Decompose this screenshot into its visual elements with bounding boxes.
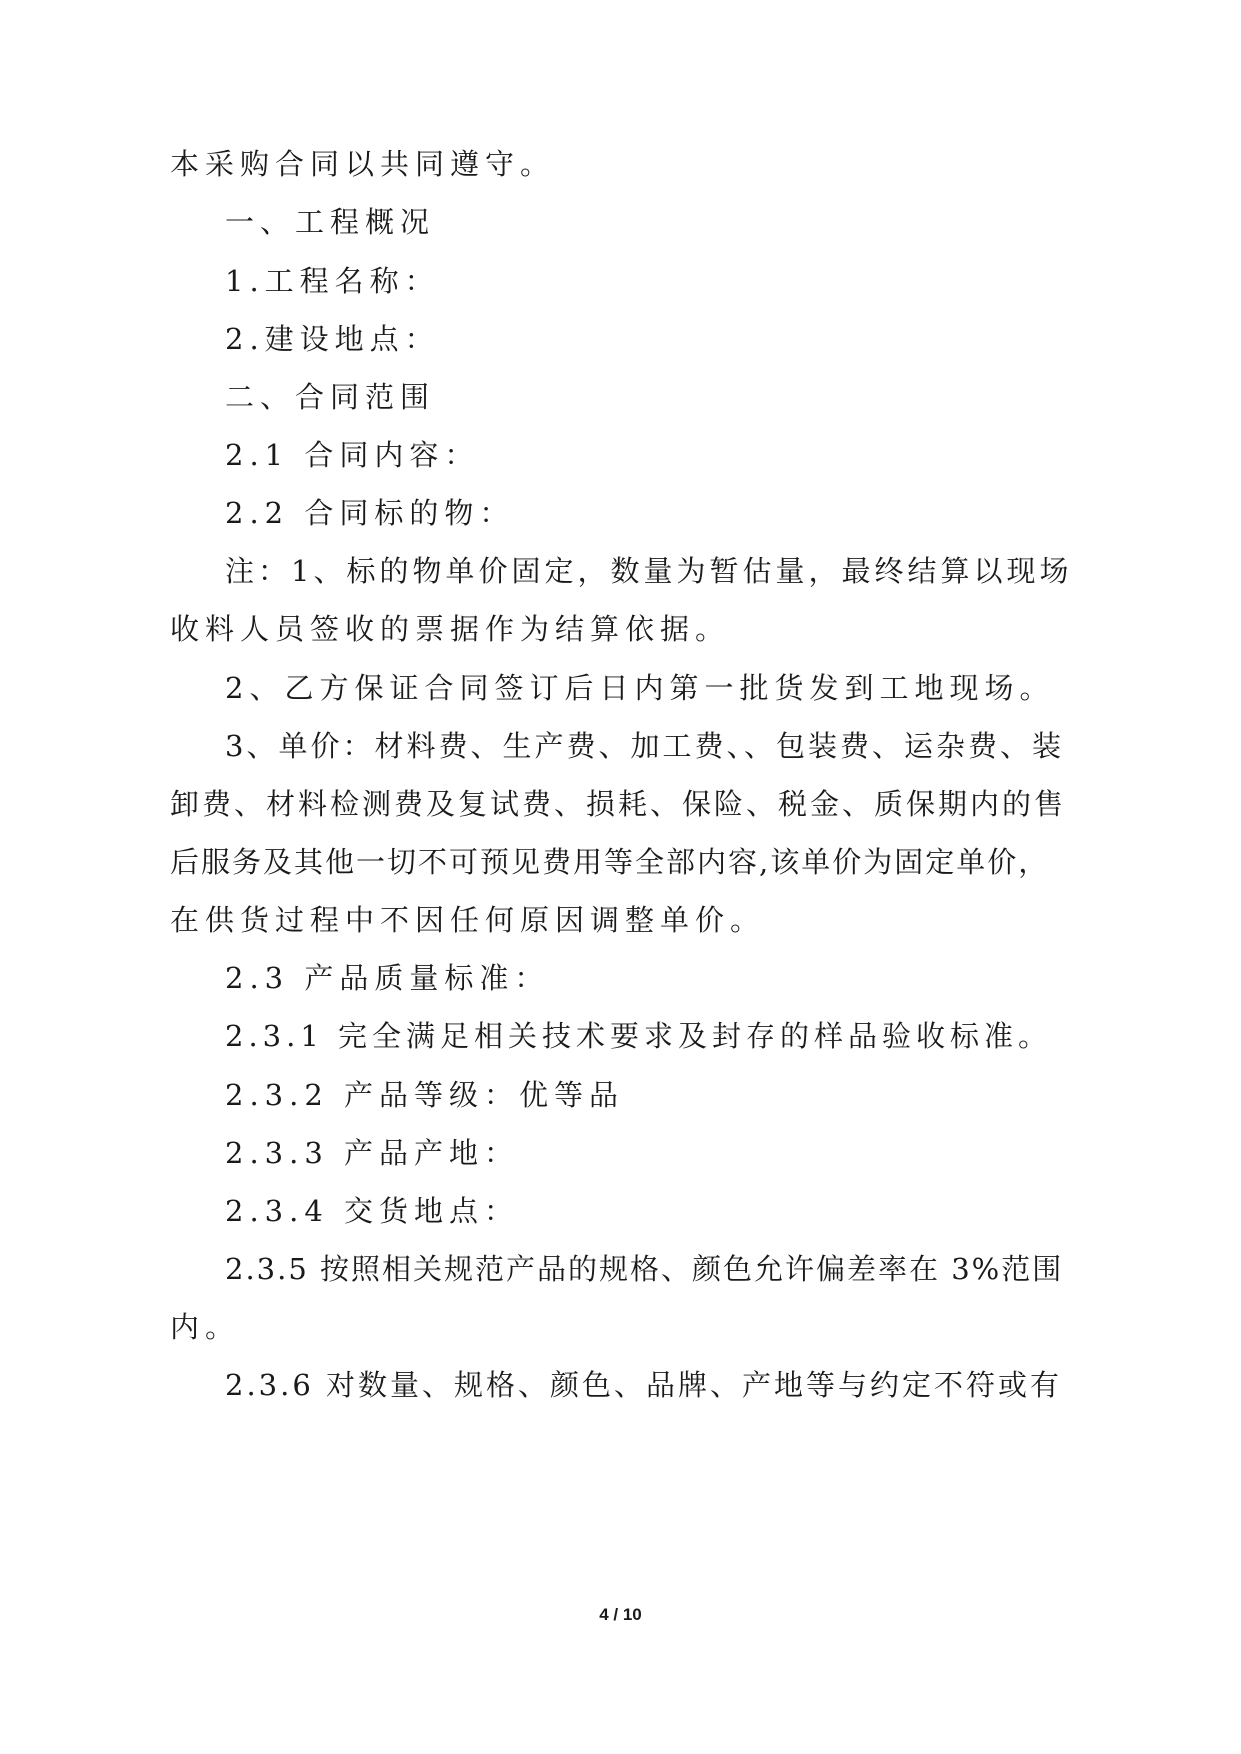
paragraph-line: 本采购合同以共同遵守。 (170, 147, 556, 181)
paragraph-line: 2.3.1 完全满足相关技术要求及封存的样品验收标准。 (225, 1019, 1053, 1053)
paragraph-line: 内。 (170, 1310, 241, 1344)
paragraph-line: 2.3.5 按照相关规范产品的规格、颜色允许偏差率在 3%范围 (225, 1252, 1064, 1286)
section-heading: 一、工程概况 (225, 205, 436, 239)
paragraph-line: 2.3.6 对数量、规格、颜色、品牌、产地等与约定不符或有 (225, 1368, 1063, 1402)
paragraph-line: 1.工程名称： (225, 264, 440, 298)
paragraph-line: 2.建设地点： (225, 322, 440, 356)
paragraph-line: 收料人员签收的票据作为结算依据。 (170, 612, 731, 646)
paragraph-line: 在供货过程中不因任何原因调整单价。 (170, 903, 766, 937)
paragraph-line: 卸费、材料检测费及复试费、损耗、保险、税金、质保期内的售 (170, 787, 1067, 821)
paragraph-line: 2.3.4 交货地点： (225, 1194, 520, 1228)
section-heading: 二、合同范围 (225, 380, 436, 414)
paragraph-line: 2.1 合同内容： (225, 438, 480, 472)
paragraph-line: 3、单价：材料费、生产费、加工费、、包装费、运杂费、装 (225, 729, 1064, 763)
paragraph-line: 2.3.2 产品等级：优等品 (225, 1078, 625, 1112)
paragraph-line: 2.2 合同标的物： (225, 496, 515, 530)
paragraph-line: 注：1、标的物单价固定，数量为暂估量，最终结算以现场 (225, 554, 1073, 588)
paragraph-line: 2、乙方保证合同签订后日内第一批货发到工地现场。 (225, 671, 1055, 705)
paragraph-line: 后服务及其他一切不可预见费用等全部内容,该单价为固定单价， (170, 845, 1050, 879)
paragraph-line: 2.3.3 产品产地： (225, 1136, 520, 1170)
page-number: 4 / 10 (599, 1605, 642, 1624)
paragraph-line: 2.3 产品质量标准： (225, 961, 550, 995)
